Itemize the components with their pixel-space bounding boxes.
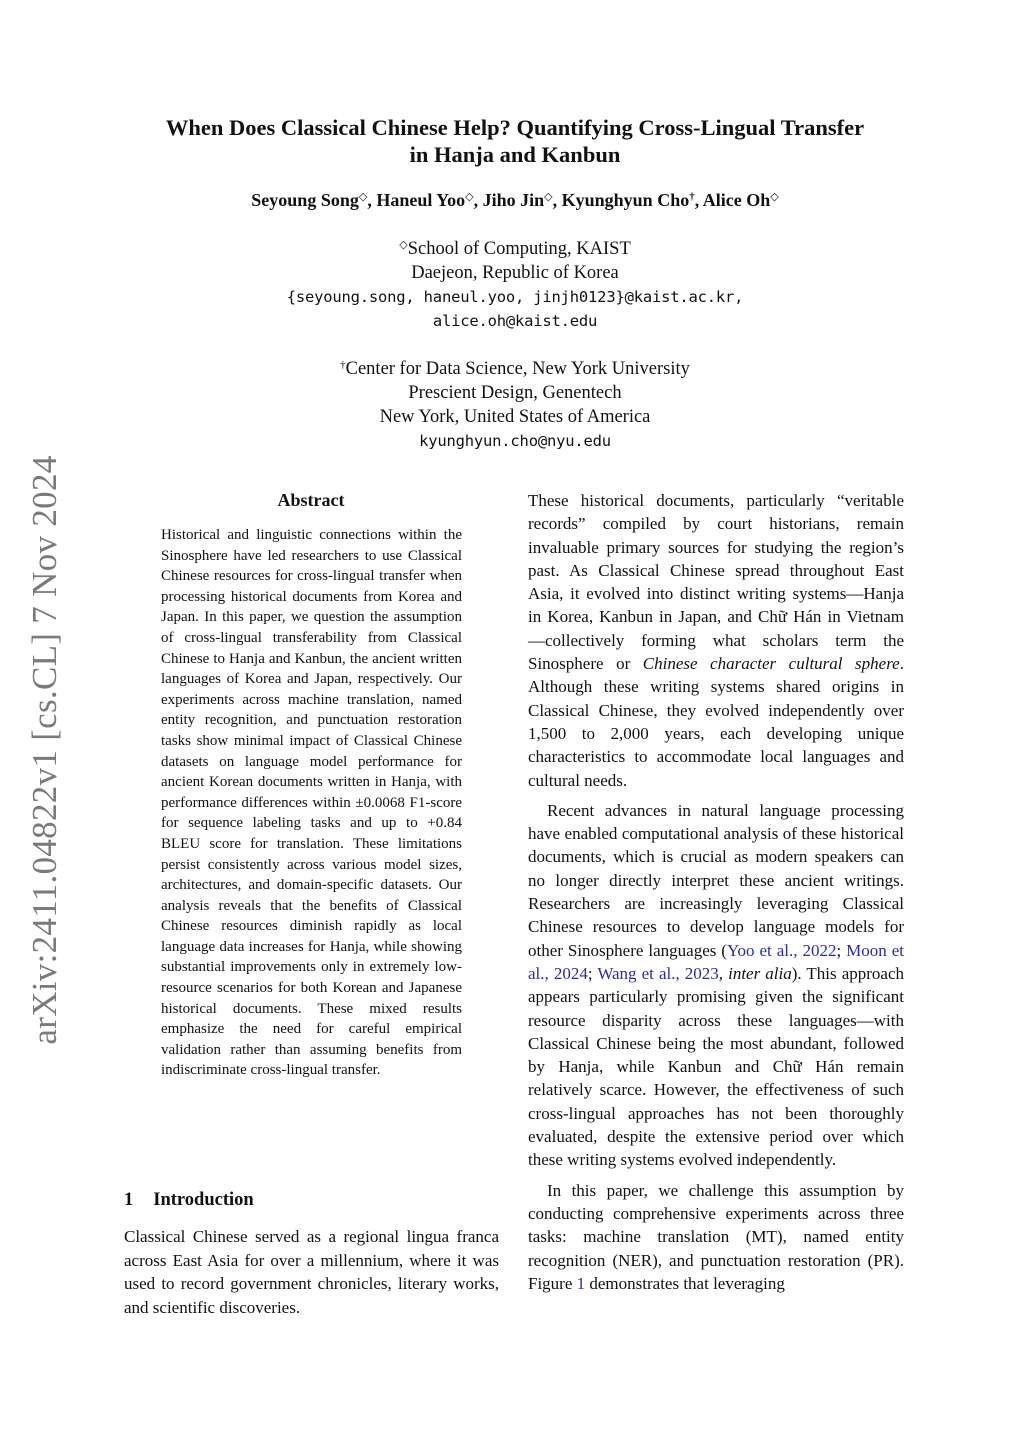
section-title: Introduction	[153, 1190, 254, 1210]
affiliation-email[interactable]: kyunghyun.cho@nyu.edu	[419, 432, 611, 450]
abstract-text: Historical and linguistic connections within the Sinosphere have led researchers to use Classical Chinese resources for cross-lingual transfer when processing historical documents from Korea and Japan. In this paper, we question the assumption of cross-lingual transferability from Classical Chinese to Hanja and Kanbun, the ancient written languages of Korea and Japan, respectively. Our experiments across machine translation, named entity recognition, and punctuation restoration tasks show minimal impact of Classical Chinese datasets on language model performance for ancient Korean documents written in Hanja, with performance differences within ±0.0068 F1-score for sequence labeling tasks and up to +0.84 BLEU score for translation. These limitations persist consistently across various model sizes, architectures, and domain-specific datasets. Our analysis reveals that the benefits of Classical Chinese resources diminish rapidly as local language data increases for Hanja, while showing substantial improvements only in extremely low-resource scenarios for both Korean and Japanese historical documents. These mixed results emphasize the need for careful empirical validation rather than assuming benefits from indiscriminate cross-lingual transfer.	[161, 527, 462, 1079]
author-name: Seyoung Song	[251, 190, 359, 210]
author-list	[110, 188, 920, 212]
affiliation-company: Prescient Design, Genentech	[408, 383, 622, 403]
title-line-2: in Hanja and Kanbun	[409, 142, 621, 167]
body-paragraph: These historical documents, particularly “veritable records” compiled by court historians, remain invaluable primary sources for studying the region’s past. As Classical Chinese spread throughout East Asia, it evolved into distinct writing systems—Hanja in Korea, Kanbun in Japan, and Chữ Hán in Vietnam—collectively forming what scholars term the Sinosphere or Chinese character cultural sphere. Although these writing systems shared origins in Classical Chinese, they evolved independently over 1,500 to 2,000 years, each developing unique characteristics to accommodate local languages and cultural needs.	[528, 491, 904, 790]
title-line-1: When Does Classical Chinese Help? Quantifying Cross-Lingual Transfer	[165, 115, 865, 140]
author-mark: ◇	[770, 191, 779, 203]
affiliation-institution: ◇School of Computing, KAIST	[399, 239, 631, 259]
body-paragraph: Recent advances in natural language processing have enabled computational analysis of these historical documents, which is crucial as modern speakers can no longer directly interpret these ancient writings. Researchers are increasingly leveraging Classical Chinese resources to develop language models for other Sinosphere languages (Yoo et al., 2022; Moon et al., 2024; Wang et al., 2023, inter alia). This approach appears particularly promising given the significant resource disparity across these languages—with Classical Chinese being the most abundant, followed by Hanja, while Kanbun and Chữ Hán remain relatively scarce. However, the effectiveness of such cross-lingual approaches has not been thoroughly evaluated, despite the extensive period over which these writing systems evolved independently.	[528, 800, 904, 1170]
right-column	[528, 489, 904, 1302]
author-separator: ,	[367, 190, 377, 210]
section-number: 1	[124, 1190, 134, 1210]
figure-reference-link[interactable]: 1	[576, 1273, 586, 1293]
author-name: Jiho Jin	[482, 190, 545, 210]
affiliation-email[interactable]: alice.oh@kaist.edu	[432, 312, 598, 330]
affiliation-institution: †Center for Data Science, New York University	[340, 359, 690, 379]
author-mark: †	[689, 191, 695, 203]
author-mark: ◇	[465, 191, 474, 203]
affiliation-location: Daejeon, Republic of Korea	[411, 263, 619, 283]
author-separator: ,	[473, 190, 483, 210]
affiliation-kaist	[110, 237, 920, 333]
author-name: Haneul Yoo	[376, 190, 466, 210]
affiliation-mark: †	[340, 359, 346, 371]
author-mark: ◇	[544, 191, 553, 203]
author-mark: ◇	[358, 191, 368, 203]
author-separator: ,	[694, 190, 703, 210]
intro-paragraph: Classical Chinese served as a regional lingua franca across East Asia for over a millennium, where it was used to record government chronicles, literary works, and scientific discoveries.	[124, 1227, 499, 1317]
citation-link[interactable]: Moon et al., 2024	[528, 940, 904, 983]
paper-title	[110, 114, 920, 168]
emphasis-term: Chinese character cultural sphere	[642, 654, 900, 674]
section-heading-introduction	[124, 1189, 254, 1211]
author-name: Kyunghyun Cho	[561, 190, 690, 210]
arxiv-identifier: arXiv:2411.04822v1 [cs.CL] 7 Nov 2024	[25, 455, 64, 1045]
affiliation-nyu	[110, 357, 920, 453]
author-separator: ,	[552, 190, 562, 210]
affiliation-location: New York, United States of America	[379, 407, 651, 427]
affiliation-email[interactable]: {seyoung.song, haneul.yoo, jinjh0123}@kaist.ac.kr,	[286, 288, 744, 306]
body-paragraph: In this paper, we challenge this assumption by conducting comprehensive experiments across three tasks: machine translation (MT), named entity recognition (NER), and punctuation restoration (PR). Figure 1 demonstrates that leveraging	[528, 1180, 904, 1293]
author-name: Alice Oh	[702, 190, 771, 210]
emphasis-term: , inter alia	[718, 963, 792, 983]
citation-link[interactable]: Wang et al., 2023	[597, 963, 719, 983]
citation-link[interactable]: Yoo et al., 2022	[726, 940, 837, 960]
abstract-heading: Abstract	[277, 490, 345, 510]
affiliation-mark: ◇	[399, 239, 408, 251]
